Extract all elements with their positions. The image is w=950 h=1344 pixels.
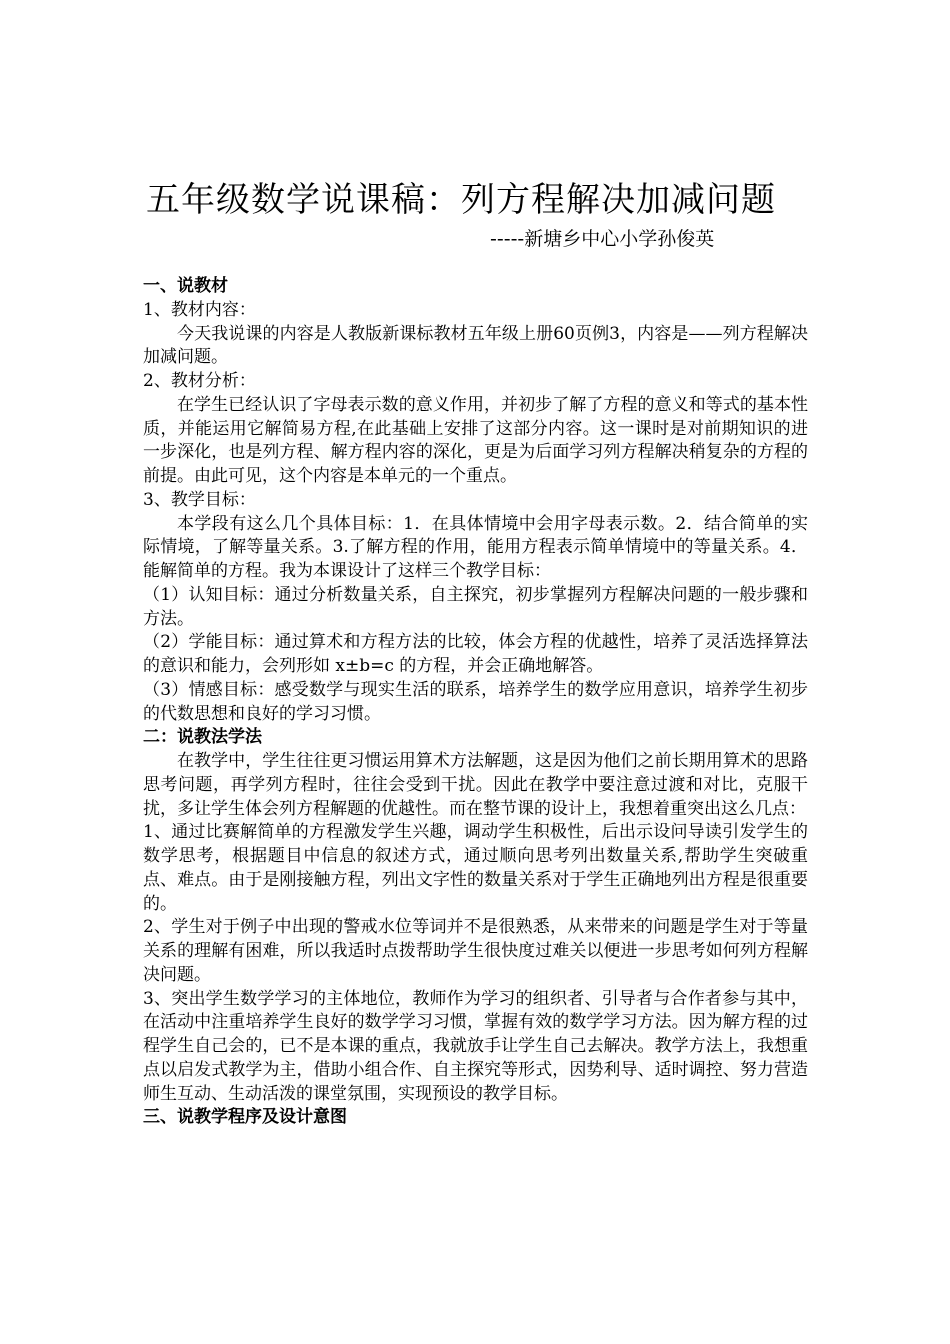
methods-point-3: 3、突出学生数学学习的主体地位，教师作为学习的组织者、引导者与合作者参与其中，在活动中注重培养学生良好的数学学习习惯，掌握有效的数学学习方法。因为解方程的过程学生自己会的，已不是本课的重点，我就放手让学生自己去解决。教学方法上，我想重点以启发式教学为主，借助小组合作、自主探究等形式，因势利导、适时调控、努力营造师生互动、生动活泼的课堂氛围，实现预设的教学目标。 — [143, 988, 808, 1104]
document-author: -----新塘乡中心小学孙俊英 — [490, 228, 715, 250]
methods-point-2: 2、学生对于例子中出现的警戒水位等词并不是很熟悉，从来带来的问题是学生对于等量关系的理解有困难，所以我适时点拨帮助学生很快度过难关以便进一步思考如何列方程解决问题。 — [143, 917, 808, 985]
paragraph-content: 今天我说课的内容是人教版新课标教材五年级上册60页例3，内容是——列方程解决加减问题。 — [143, 323, 808, 368]
subheading-content: 1、教材内容： — [143, 299, 256, 320]
methods-point-1: 1、通过比赛解简单的方程激发学生兴趣，调动学生积极性，后出示设问导读引发学生的数学思考，根据题目中信息的叙述方式，通过顺向思考列出数量关系,帮助学生突破重点、难点。由于是刚接触方程，列出文字性的数量关系对于学生正确地列出方程是很重要的。 — [143, 822, 808, 914]
section-heading-3: 三、说教学程序及设计意图 — [143, 1107, 347, 1128]
paragraph-methods: 在教学中，学生往往更习惯运用算术方法解题，这是因为他们之前长期用算术的思路思考问题，再学列方程时，往往会受到干扰。因此在教学中要注意过渡和对比，克服干扰，多让学生体会列方程解题的优越性。而在整节课的设计上，我想着重突出这么几点： — [143, 751, 808, 819]
paragraph-analysis: 在学生已经认识了字母表示数的意义作用，并初步了解了方程的意义和等式的基本性质，并能运用它解简易方程,在此基础上安排了这部分内容。这一课时是对前期知识的进一步深化，也是列方程、解方程内容的深化，更是为后面学习列方程解决稍复杂的方程的前提。由此可见，这个内容是本单元的一个重点。 — [143, 394, 808, 486]
section-heading-1: 一、说教材 — [143, 276, 228, 296]
section-heading-2: 二：说教法学法 — [143, 727, 262, 748]
document-body — [143, 275, 808, 1130]
subheading-analysis: 2、教材分析： — [143, 371, 256, 391]
goal-cognitive: （1）认知目标：通过分析数量关系，自主探究，初步掌握列方程解决问题的一般步骤和方法。 — [143, 584, 808, 629]
goal-emotional: （3）情感目标：感受数学与现实生活的联系，培养学生的数学应用意识，培养学生初步的代数思想和良好的学习习惯。 — [143, 679, 808, 724]
goal-ability: （2）学能目标：通过算术和方程方法的比较，体会方程的优越性，培养了灵活选择算法的意识和能力，会列形如 x±b=c 的方程，并会正确地解答。 — [143, 632, 808, 676]
document-title: 五年级数学说课稿：列方程解决加减问题 — [146, 180, 776, 220]
paragraph-goals: 本学段有这么几个具体目标：1．在具体情境中会用字母表示数。2．结合简单的实际情境，了解等量关系。3.了解方程的作用，能用方程表示简单情境中的等量关系。4．能解简单的方程。我为本课设计了这样三个教学目标： — [143, 513, 808, 581]
subheading-goals: 3、教学目标： — [143, 489, 256, 510]
